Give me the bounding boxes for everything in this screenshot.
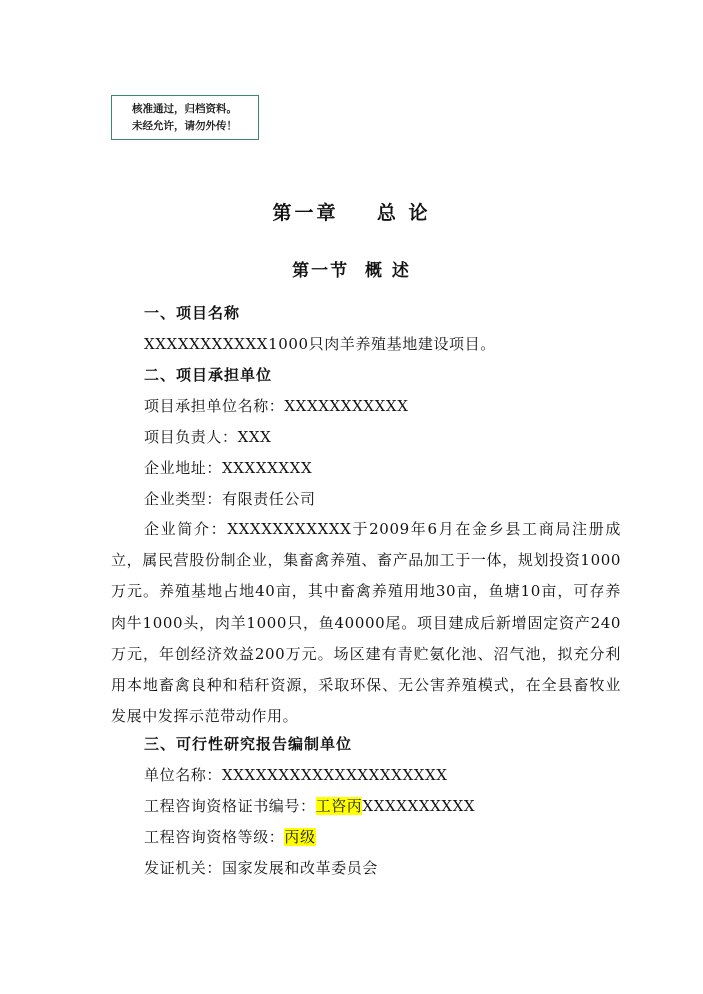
unit-name-text: 项目承担单位名称：XXXXXXXXXXX bbox=[144, 397, 409, 415]
approval-stamp bbox=[111, 95, 259, 140]
qualification-grade-highlight: 丙级 bbox=[284, 828, 316, 846]
cert-number-value: XXXXXXXXXX bbox=[362, 797, 476, 815]
compile-unit-text: 单位名称：XXXXXXXXXXXXXXXXXXXX bbox=[144, 766, 448, 784]
company-type-text: 企业类型：有限责任公司 bbox=[144, 490, 316, 508]
heading-report-compiler: 三、可行性研究报告编制单位 bbox=[144, 735, 353, 753]
chapter-title: 第一章 总 论 bbox=[272, 202, 431, 224]
stamp-line-2: 未经允许，请勿外传！ bbox=[132, 120, 237, 132]
qualification-grade-line bbox=[144, 827, 316, 847]
heading-project-name: 一、项目名称 bbox=[144, 304, 241, 322]
qualification-grade-label: 工程咨询资格等级： bbox=[144, 828, 285, 846]
project-name-text: XXXXXXXXXXX1000只肉羊养殖基地建设项目。 bbox=[144, 335, 496, 353]
cert-number-highlight: 工咨丙 bbox=[315, 797, 363, 815]
company-intro-paragraph: 企业简介：XXXXXXXXXXX于2009年6月在金乡县工商局注册成立，属民营股份制企业，集畜禽养殖、畜产品加工于一体，规划投资1000万元。养殖基地占地40亩，其中畜禽养殖用地30亩，鱼塘10亩，可存养肉牛1000头，肉羊1000只，鱼40000尾。项目建成后新增固定资产240万元，年创经济效益200万元。场区建有青贮氨化池、沼气池，拟充分利用本地畜禽良种和秸秆资源，采取环保、无公害养殖模式，在全县畜牧业发展中发挥示范带动作用。 bbox=[111, 520, 621, 726]
section-title: 第一节 概 述 bbox=[292, 261, 411, 281]
company-address-text: 企业地址：XXXXXXXX bbox=[144, 459, 313, 477]
heading-undertaking-unit: 二、项目承担单位 bbox=[144, 366, 273, 384]
cert-number-line bbox=[144, 796, 475, 816]
project-leader-text: 项目负责人：XXX bbox=[144, 428, 272, 446]
cert-number-label: 工程咨询资格证书编号： bbox=[144, 797, 316, 815]
stamp-line-1: 核准通过，归档资料。 bbox=[132, 103, 237, 115]
issuing-authority-text: 发证机关：国家发展和改革委员会 bbox=[144, 859, 379, 877]
